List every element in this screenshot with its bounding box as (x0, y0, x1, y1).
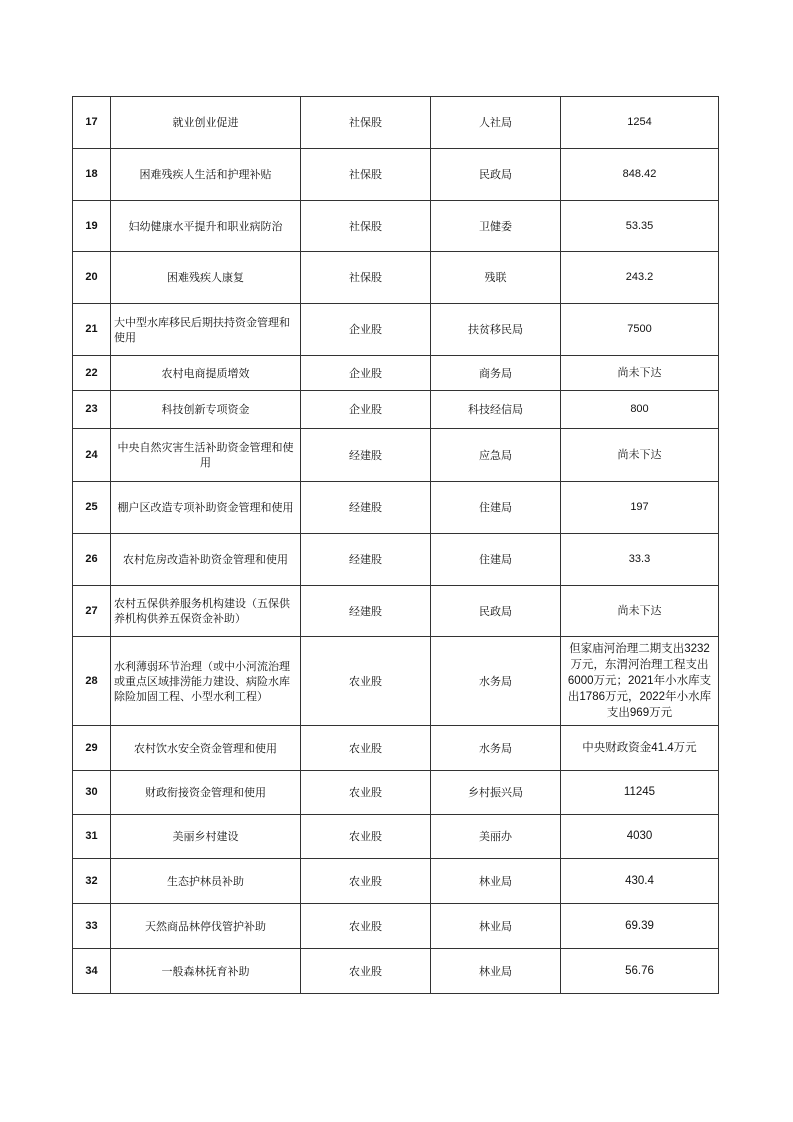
agency: 残联 (431, 252, 561, 304)
responsible-section: 企业股 (301, 356, 431, 391)
table-row (73, 726, 719, 771)
row-number: 17 (73, 97, 111, 149)
agency: 美丽办 (431, 815, 561, 859)
project-name: 美丽乡村建设 (111, 815, 301, 859)
row-number: 22 (73, 356, 111, 391)
row-number: 19 (73, 201, 111, 252)
responsible-section: 社保股 (301, 201, 431, 252)
agency: 扶贫移民局 (431, 304, 561, 356)
amount: 11245 (561, 771, 719, 815)
row-number: 23 (73, 391, 111, 429)
row-number: 30 (73, 771, 111, 815)
row-number: 26 (73, 534, 111, 586)
responsible-section: 社保股 (301, 252, 431, 304)
amount: 尚未下达 (561, 356, 719, 391)
table-row (73, 904, 719, 949)
agency: 民政局 (431, 586, 561, 637)
project-name: 困难残疾人生活和护理补贴 (111, 149, 301, 201)
project-name: 农村危房改造补助资金管理和使用 (111, 534, 301, 586)
row-number: 25 (73, 482, 111, 534)
amount: 69.39 (561, 904, 719, 949)
project-name: 水利薄弱环节治理（或中小河流治理或重点区域排涝能力建设、病险水库除险加固工程、小型水利工程） (111, 637, 301, 726)
agency: 人社局 (431, 97, 561, 149)
amount: 848.42 (561, 149, 719, 201)
row-number: 21 (73, 304, 111, 356)
responsible-section: 农业股 (301, 859, 431, 904)
agency: 乡村振兴局 (431, 771, 561, 815)
project-name: 天然商品林停伐管护补助 (111, 904, 301, 949)
project-name: 棚户区改造专项补助资金管理和使用 (111, 482, 301, 534)
responsible-section: 经建股 (301, 586, 431, 637)
agency: 商务局 (431, 356, 561, 391)
responsible-section: 农业股 (301, 904, 431, 949)
amount: 1254 (561, 97, 719, 149)
responsible-section: 社保股 (301, 97, 431, 149)
amount: 243.2 (561, 252, 719, 304)
project-name: 农村饮水安全资金管理和使用 (111, 726, 301, 771)
table-row (73, 429, 719, 482)
funds-table (72, 96, 719, 994)
responsible-section: 农业股 (301, 949, 431, 994)
amount: 尚未下达 (561, 586, 719, 637)
responsible-section: 经建股 (301, 482, 431, 534)
agency: 科技经信局 (431, 391, 561, 429)
project-name: 妇幼健康水平提升和职业病防治 (111, 201, 301, 252)
project-name: 就业创业促进 (111, 97, 301, 149)
table-row (73, 534, 719, 586)
amount: 尚未下达 (561, 429, 719, 482)
project-name: 大中型水库移民后期扶持资金管理和使用 (111, 304, 301, 356)
project-name: 科技创新专项资金 (111, 391, 301, 429)
amount: 53.35 (561, 201, 719, 252)
project-name: 一般森林抚育补助 (111, 949, 301, 994)
agency: 林业局 (431, 949, 561, 994)
responsible-section: 企业股 (301, 391, 431, 429)
amount: 800 (561, 391, 719, 429)
agency: 住建局 (431, 482, 561, 534)
amount: 33.3 (561, 534, 719, 586)
responsible-section: 社保股 (301, 149, 431, 201)
responsible-section: 经建股 (301, 429, 431, 482)
table-row (73, 771, 719, 815)
row-number: 18 (73, 149, 111, 201)
table-row (73, 391, 719, 429)
row-number: 31 (73, 815, 111, 859)
table-row (73, 252, 719, 304)
agency: 民政局 (431, 149, 561, 201)
responsible-section: 农业股 (301, 726, 431, 771)
amount: 但家庙河治理二期支出3232万元，东渭河治理工程支出6000万元；2021年小水库支出1786万元，2022年小水库支出969万元 (561, 637, 719, 726)
table-row (73, 815, 719, 859)
table-row (73, 304, 719, 356)
agency: 住建局 (431, 534, 561, 586)
project-name: 中央自然灾害生活补助资金管理和使用 (111, 429, 301, 482)
row-number: 27 (73, 586, 111, 637)
table-row (73, 356, 719, 391)
responsible-section: 企业股 (301, 304, 431, 356)
agency: 水务局 (431, 726, 561, 771)
table-row (73, 859, 719, 904)
responsible-section: 农业股 (301, 637, 431, 726)
responsible-section: 经建股 (301, 534, 431, 586)
agency: 应急局 (431, 429, 561, 482)
table-row (73, 201, 719, 252)
amount: 56.76 (561, 949, 719, 994)
row-number: 28 (73, 637, 111, 726)
amount: 4030 (561, 815, 719, 859)
project-name: 生态护林员补助 (111, 859, 301, 904)
project-name: 农村五保供养服务机构建设（五保供养机构供养五保资金补助） (111, 586, 301, 637)
project-name: 农村电商提质增效 (111, 356, 301, 391)
responsible-section: 农业股 (301, 771, 431, 815)
row-number: 33 (73, 904, 111, 949)
table-row (73, 97, 719, 149)
agency: 林业局 (431, 904, 561, 949)
table-row (73, 149, 719, 201)
table-row (73, 637, 719, 726)
amount: 中央财政资金41.4万元 (561, 726, 719, 771)
amount: 197 (561, 482, 719, 534)
agency: 卫健委 (431, 201, 561, 252)
row-number: 29 (73, 726, 111, 771)
agency: 林业局 (431, 859, 561, 904)
row-number: 24 (73, 429, 111, 482)
project-name: 财政衔接资金管理和使用 (111, 771, 301, 815)
table-row (73, 482, 719, 534)
row-number: 34 (73, 949, 111, 994)
table-row (73, 586, 719, 637)
agency: 水务局 (431, 637, 561, 726)
project-name: 困难残疾人康复 (111, 252, 301, 304)
amount: 430.4 (561, 859, 719, 904)
table-row (73, 949, 719, 994)
amount: 7500 (561, 304, 719, 356)
responsible-section: 农业股 (301, 815, 431, 859)
row-number: 20 (73, 252, 111, 304)
row-number: 32 (73, 859, 111, 904)
